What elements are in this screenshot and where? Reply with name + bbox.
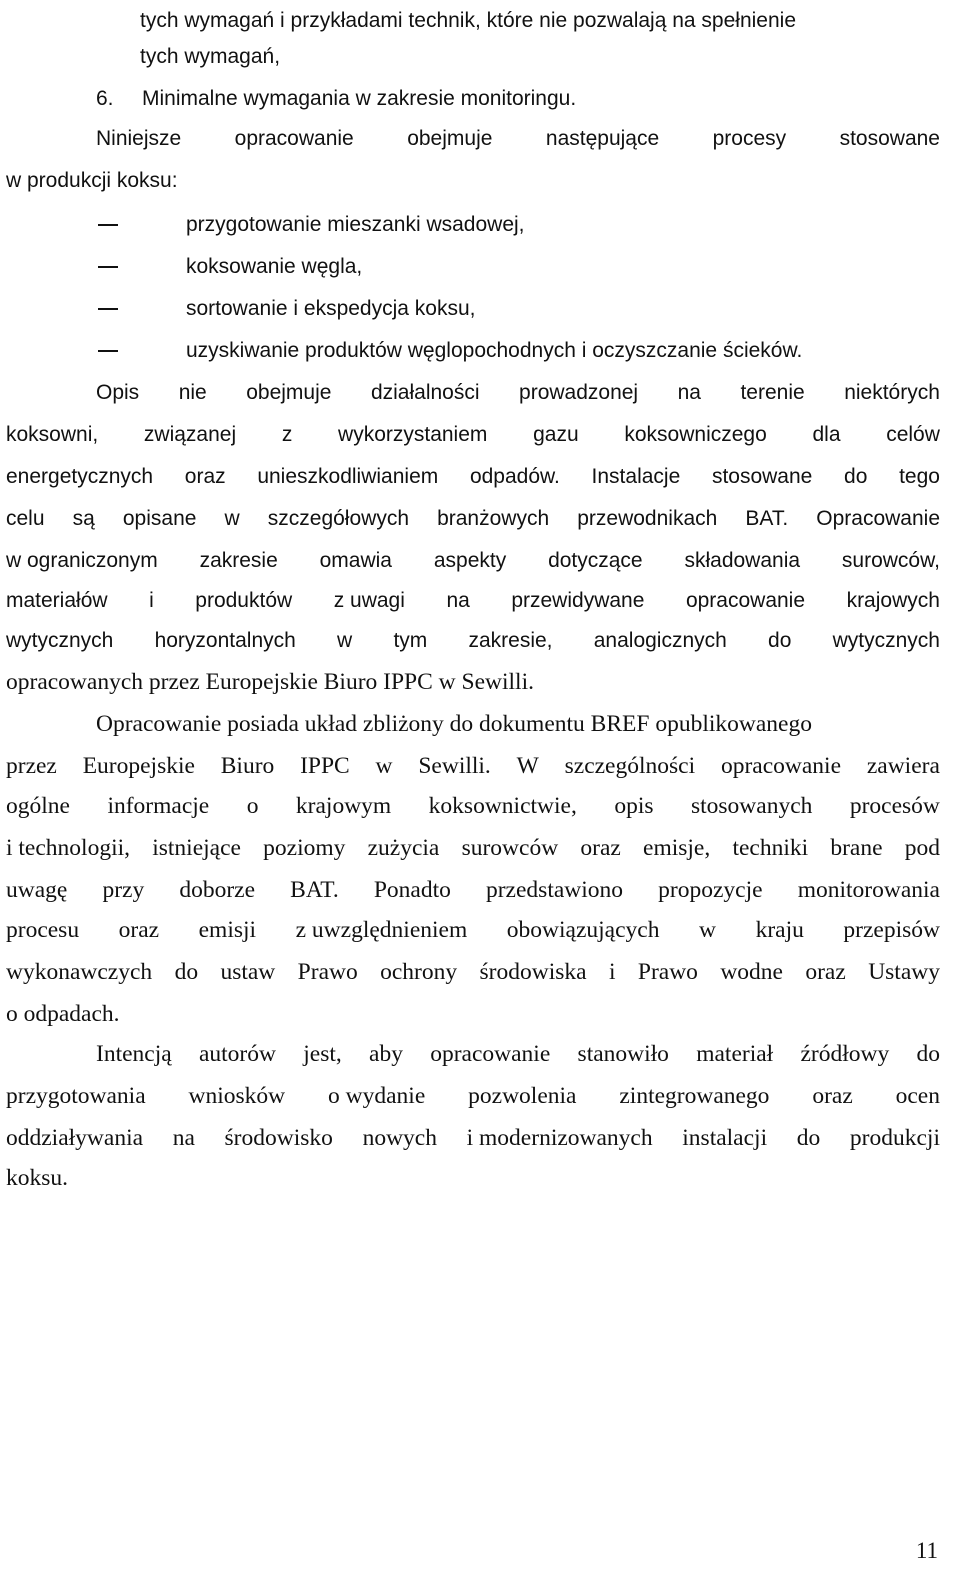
- word: o: [246, 793, 259, 819]
- word: wytycznych: [832, 629, 940, 652]
- text-line-29: koksu.: [6, 1165, 69, 1191]
- word: przygotowania: [6, 1083, 146, 1109]
- word: jest,: [303, 1041, 342, 1067]
- word: aby: [369, 1041, 403, 1067]
- word: materiałów: [6, 589, 108, 612]
- word: oraz: [118, 917, 160, 943]
- word: opracowanie: [720, 753, 842, 779]
- word: materiał: [696, 1041, 774, 1067]
- text-line-15: [6, 580, 940, 621]
- word: techniki: [732, 835, 809, 861]
- word: do: [796, 1125, 821, 1151]
- word: gazu: [533, 423, 579, 446]
- text-line-22: [6, 870, 940, 911]
- word: propozycje: [658, 877, 763, 903]
- word: IPPC: [300, 753, 350, 779]
- word: Niniejsze: [96, 127, 182, 150]
- word: przez: [6, 753, 57, 779]
- word: obejmuje: [407, 127, 493, 150]
- text-line-16: [6, 620, 940, 661]
- word: w: [337, 629, 353, 652]
- text-line-21: [6, 828, 940, 869]
- word: stosowane: [711, 465, 813, 488]
- list-dash-1: [98, 204, 146, 245]
- word: obowiązujących: [506, 917, 660, 943]
- text-line-1: tych wymagań i przykładami technik, które nie pozwalają na spełnienie: [140, 9, 797, 32]
- word: zintegrowanego: [619, 1083, 770, 1109]
- word: celów: [886, 423, 940, 446]
- text-line-25: o odpadach.: [6, 1001, 120, 1027]
- word: monitorowania: [797, 877, 940, 903]
- word: i technologii,: [6, 835, 131, 861]
- word: przy: [102, 877, 145, 903]
- word: wniosków: [188, 1083, 286, 1109]
- word: koksowniczego: [624, 423, 767, 446]
- word: horyzontalnych: [154, 629, 296, 652]
- process-item-2: koksowanie węgla,: [186, 255, 363, 278]
- process-item-1: przygotowanie mieszanki wsadowej,: [186, 213, 525, 236]
- list-number-6: 6.: [96, 87, 114, 110]
- word: w ograniczonym: [6, 549, 158, 572]
- word: krajowych: [846, 589, 940, 612]
- word: stosowane: [839, 127, 940, 150]
- word: pozwolenia: [468, 1083, 577, 1109]
- word: środowisko: [224, 1125, 333, 1151]
- word: Ponadto: [373, 877, 451, 903]
- text-line-24: [6, 952, 940, 993]
- word: do: [916, 1041, 940, 1067]
- text-line-4: [96, 118, 940, 159]
- word: procesów: [849, 793, 940, 819]
- word: działalności: [370, 381, 480, 404]
- text-line-11: [6, 414, 940, 455]
- word: zawiera: [866, 753, 940, 779]
- word: Opis: [96, 381, 140, 404]
- word: BAT.: [290, 877, 339, 903]
- word: stanowiło: [577, 1041, 669, 1067]
- list-dash-3: [98, 288, 146, 329]
- word: ochrony: [380, 959, 458, 985]
- word: produktów: [195, 589, 293, 612]
- word: autorów: [198, 1041, 276, 1067]
- word: energetycznych: [6, 465, 154, 488]
- word: koksownictwie,: [428, 793, 577, 819]
- word: źródłowy: [800, 1041, 890, 1067]
- word: nowych: [362, 1125, 437, 1151]
- text-line-5: w produkcji koksu:: [6, 169, 178, 192]
- word: emisje,: [643, 835, 711, 861]
- word: i: [149, 589, 154, 612]
- word: z uwagi: [333, 589, 405, 612]
- word: wodne: [720, 959, 783, 985]
- text-line-12: [6, 456, 940, 497]
- word: i modernizowanych: [466, 1125, 653, 1151]
- word: emisji: [198, 917, 257, 943]
- word: branżowych: [437, 507, 550, 530]
- text-line-10: [96, 372, 940, 413]
- word: doborze: [179, 877, 256, 903]
- word: składowania: [684, 549, 801, 572]
- word: Prawo: [297, 959, 358, 985]
- text-line-23: [6, 910, 940, 951]
- word: tym: [393, 629, 428, 652]
- word: opracowanie: [685, 589, 806, 612]
- word: odpadów.: [469, 465, 560, 488]
- text-line-18: Opracowanie posiada układ zbliżony do dokumentu BREF opublikowanego: [96, 711, 812, 737]
- word: Europejskie: [82, 753, 195, 779]
- list-dash-2: [98, 246, 146, 287]
- text-line-27: [6, 1076, 940, 1117]
- text-line-20: [6, 786, 940, 827]
- word: nie: [178, 381, 207, 404]
- word: Instalacje: [591, 465, 681, 488]
- word: na: [172, 1125, 195, 1151]
- word: dotyczące: [548, 549, 643, 572]
- word: w: [375, 753, 393, 779]
- word: terenie: [740, 381, 805, 404]
- word: związanej: [143, 423, 237, 446]
- word: zakresie,: [468, 629, 553, 652]
- word: wykorzystaniem: [338, 423, 488, 446]
- word: ogólne: [6, 793, 70, 819]
- word: obejmuje: [246, 381, 332, 404]
- word: Opracowanie: [816, 507, 940, 530]
- word: Ustawy: [868, 959, 940, 985]
- word: do: [844, 465, 868, 488]
- word: i: [608, 959, 616, 985]
- word: procesu: [6, 917, 80, 943]
- word: oraz: [805, 959, 846, 985]
- word: W: [516, 753, 539, 779]
- word: Prawo: [637, 959, 698, 985]
- text-line-17: opracowanych przez Europejskie Biuro IPPC w Sewilli.: [6, 669, 534, 695]
- word: dla: [812, 423, 841, 446]
- word: pod: [904, 835, 940, 861]
- text-line-2: tych wymagań,: [140, 45, 281, 68]
- word: opracowanie: [234, 127, 354, 150]
- word: środowiska: [479, 959, 587, 985]
- word: niektórych: [844, 381, 940, 404]
- word: wykonawczych: [6, 959, 153, 985]
- page-number: 11: [915, 1538, 938, 1563]
- word: surowców,: [841, 549, 940, 572]
- word: brane: [830, 835, 883, 861]
- text-line-26: [96, 1034, 940, 1075]
- word: na: [446, 589, 470, 612]
- word: szczegółowych: [267, 507, 409, 530]
- word: istniejące: [152, 835, 241, 861]
- word: oddziaływania: [6, 1125, 144, 1151]
- word: wytycznych: [6, 629, 114, 652]
- word: stosowanych: [690, 793, 813, 819]
- word: w: [699, 917, 717, 943]
- word: procesy: [712, 127, 787, 150]
- text-line-13: [6, 498, 940, 539]
- word: analogicznych: [593, 629, 727, 652]
- word: BAT.: [745, 507, 789, 530]
- word: prowadzonej: [519, 381, 639, 404]
- word: surowców: [461, 835, 559, 861]
- word: oraz: [184, 465, 226, 488]
- word: produkcji: [849, 1125, 940, 1151]
- text-line-19: [6, 746, 940, 787]
- word: do: [768, 629, 792, 652]
- text-line-14: [6, 540, 940, 581]
- word: poziomy: [263, 835, 346, 861]
- process-item-4: uzyskiwanie produktów węglopochodnych i oczyszczanie ścieków.: [186, 339, 803, 362]
- word: tego: [899, 465, 940, 488]
- list-item-6-text: Minimalne wymagania w zakresie monitoringu.: [142, 87, 577, 110]
- word: przepisów: [843, 917, 940, 943]
- word: unieszkodliwianiem: [257, 465, 439, 488]
- word: z uwzględnieniem: [295, 917, 468, 943]
- word: do: [174, 959, 199, 985]
- word: Biuro: [220, 753, 275, 779]
- word: oraz: [580, 835, 621, 861]
- word: opracowanie: [430, 1041, 551, 1067]
- word: omawia: [319, 549, 392, 572]
- word: krajowym: [295, 793, 392, 819]
- text-line-28: [6, 1118, 940, 1159]
- word: przedstawiono: [485, 877, 624, 903]
- word: ocen: [895, 1083, 940, 1109]
- word: przewodnikach: [577, 507, 718, 530]
- word: oraz: [812, 1083, 853, 1109]
- word: ustaw: [220, 959, 276, 985]
- word: Sewilli.: [418, 753, 491, 779]
- word: uwagę: [6, 877, 68, 903]
- word: są: [72, 507, 95, 530]
- word: opisane: [122, 507, 197, 530]
- word: Intencją: [96, 1041, 172, 1067]
- word: o wydanie: [328, 1083, 426, 1109]
- word: w: [224, 507, 240, 530]
- process-item-3: sortowanie i ekspedycja koksu,: [186, 297, 476, 320]
- word: aspekty: [433, 549, 507, 572]
- word: koksowni,: [6, 423, 99, 446]
- word: opis: [614, 793, 654, 819]
- word: celu: [6, 507, 45, 530]
- list-dash-4: [98, 330, 146, 371]
- word: na: [677, 381, 701, 404]
- word: informacje: [107, 793, 210, 819]
- word: przewidywane: [511, 589, 645, 612]
- word: instalacji: [682, 1125, 768, 1151]
- word: z: [281, 423, 293, 446]
- word: szczególności: [564, 753, 696, 779]
- word: kraju: [755, 917, 804, 943]
- word: zużycia: [367, 835, 440, 861]
- word: zakresie: [199, 549, 278, 572]
- word: następujące: [545, 127, 660, 150]
